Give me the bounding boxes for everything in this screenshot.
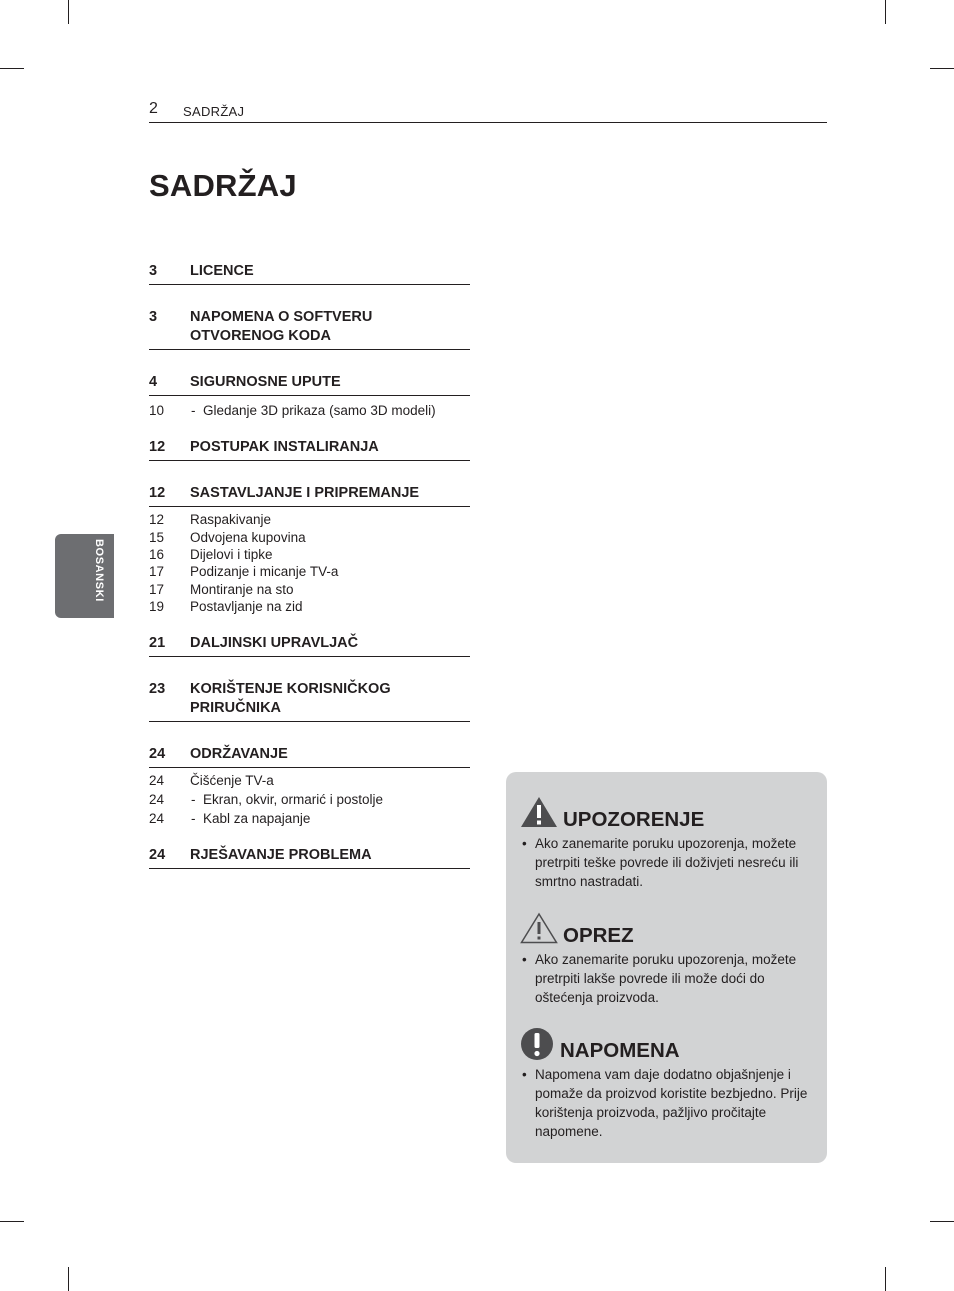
toc-entry-assembly[interactable] [149,484,470,507]
toc-entry-safety[interactable] [149,373,470,396]
toc-subentry[interactable] [149,772,470,790]
toc-title: Postavljanje na zid [190,599,303,614]
crop-mark [930,68,954,69]
language-tab-label: BOSANSKI [93,539,105,602]
caution-text: Ako zanemarite poruku upozorenja, možete pretrpiti lakše povrede ili može doći do oštećenja proizvoda. [535,952,797,1005]
toc-title: LICENCE [190,263,254,279]
toc-page: 10 [149,403,165,418]
toc-title: Gledanje 3D prikaza (samo 3D modeli) [203,403,436,418]
toc-title: ODRŽAVANJE [190,746,288,762]
toc-subentry[interactable] [149,529,470,547]
notice-legend-box [506,772,827,1163]
toc-title: SASTAVLJANJE I PRIPREMANJE [190,485,420,501]
toc-title: NAPOMENA O SOFTVERU OTVORENOG KODA [190,309,373,344]
crop-mark [68,0,69,24]
warning-notice [520,796,820,891]
toc-entry-user-guide[interactable] [149,680,470,722]
note-notice [520,1027,820,1141]
toc-title: POSTUPAK INSTALIRANJA [190,439,379,455]
toc-entry-installation[interactable] [149,438,470,461]
toc-entry-licence[interactable] [149,262,470,285]
toc-title: Odvojena kupovina [190,530,306,545]
toc-title: Podizanje i micanje TV-a [190,564,339,579]
toc-subentry[interactable] [149,546,470,564]
note-text-item: • Napomena vam daje dodatno objašnjenje i pomaže da proizvod koristite bezbjedno. Prije korištenja proizvoda, pažljivo pročitajte napomene. [522,1067,808,1139]
toc-page: 12 [149,512,165,527]
toc-title: Dijelovi i tipke [190,547,273,562]
toc-title: Ekran, okvir, ormarić i postolje [203,792,384,807]
toc-subentry[interactable]: 24 - Kabl za napajanje [149,810,470,828]
toc-page: 12 [149,485,166,501]
caution-triangle-icon [520,912,558,944]
toc-page: 3 [149,263,158,279]
toc-entry-remote[interactable] [149,634,470,657]
toc-entry-maintenance[interactable] [149,745,470,768]
toc-title: SIGURNOSNE UPUTE [190,374,341,390]
toc-page: 17 [149,564,165,579]
warning-text-item: • Ako zanemarite poruku upozorenja, možete pretrpiti teške povrede ili doživjeti nesreću ili smrtno nastradati. [522,836,799,889]
toc-title: DALJINSKI UPRAVLJAČ [190,635,359,651]
toc-title: Čišćenje TV-a [190,773,274,788]
toc-page: 24 [149,847,166,863]
toc-page: 17 [149,582,165,597]
toc-entry-troubleshooting[interactable] [149,846,470,869]
note-exclamation-icon [520,1027,554,1061]
toc-page: 24 [149,792,165,807]
toc-subentry[interactable] [149,581,470,599]
toc-page: 3 [149,309,158,325]
warning-triangle-icon [520,796,558,828]
crop-mark [885,0,886,24]
toc-title: Montiranje na sto [190,582,294,597]
toc-page: 23 [149,681,166,697]
warning-title: UPOZORENJE [563,808,705,831]
toc-title: Kabl za napajanje [203,811,311,826]
toc-page: 4 [149,374,158,390]
running-header [149,100,827,123]
page-number: 2 [149,100,158,117]
crop-mark [885,1267,886,1291]
toc-page: 24 [149,811,165,826]
caution-text-item: • Ako zanemarite poruku upozorenja, možete pretrpiti lakše povrede ili može doći do oštećenja proizvoda. [522,952,797,1005]
toc-page: 15 [149,530,165,545]
caution-notice [520,912,820,1007]
toc-page: 16 [149,547,165,562]
toc-subentry[interactable]: 10 - Gledanje 3D prikaza (samo 3D modeli) [149,402,470,420]
toc-subentry[interactable] [149,563,470,581]
toc-title: Raspakivanje [190,512,272,527]
toc-page: 24 [149,746,166,762]
crop-mark [930,1221,954,1222]
toc-subentry[interactable] [149,598,470,616]
toc-page: 24 [149,773,165,788]
toc-entry-open-source[interactable] [149,308,470,350]
header-section-title: SADRŽAJ [183,104,245,119]
toc-page: 19 [149,599,165,614]
note-title: NAPOMENA [560,1039,680,1062]
crop-mark [68,1267,69,1291]
toc-title: RJEŠAVANJE PROBLEMA [190,847,372,863]
toc-page: 12 [149,439,166,455]
crop-mark [0,68,24,69]
crop-mark [0,1221,24,1222]
toc-subentry[interactable] [149,511,470,529]
toc-title: KORIŠTENJE KORISNIČKOG PRIRUČNIKA [190,681,391,716]
toc-subentry[interactable]: 24 - Ekran, okvir, ormarić i postolje [149,791,470,809]
warning-text: Ako zanemarite poruku upozorenja, možete pretrpiti teške povrede ili doživjeti nesreću ili smrtno nastradati. [535,836,799,889]
note-text: Napomena vam daje dodatno objašnjenje i pomaže da proizvod koristite bezbjedno. Prije korištenja proizvoda, pažljivo pročitajte napomene. [535,1067,808,1139]
toc-page: 21 [149,635,166,651]
page-title: SADRŽAJ [149,168,297,203]
language-tab [55,534,114,618]
caution-title: OPREZ [563,924,634,947]
